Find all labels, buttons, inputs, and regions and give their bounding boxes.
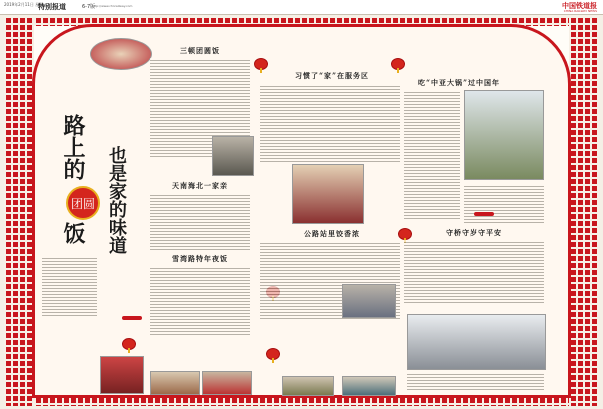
article-4 bbox=[266, 71, 398, 81]
article-6-body-2 bbox=[464, 184, 544, 224]
reunion-table-illustration bbox=[90, 38, 152, 70]
photo-bridge-guards bbox=[407, 314, 546, 370]
lantern-icon bbox=[254, 58, 268, 70]
article-2 bbox=[154, 181, 246, 191]
page-range: 6-7版 bbox=[82, 4, 96, 10]
photo-dumplings bbox=[342, 284, 396, 318]
lead-text-column bbox=[42, 256, 97, 318]
photo-staff-row bbox=[282, 376, 334, 396]
article-4-title: 习惯了“家”在服务区 bbox=[294, 71, 370, 80]
article-3-body bbox=[150, 266, 250, 336]
article-7-title: 守桥守岁守平安 bbox=[446, 228, 502, 237]
newspaper-logo-en: CHINA RAILWAY NEWS bbox=[563, 9, 597, 13]
masthead bbox=[0, 0, 603, 15]
article-7 bbox=[424, 228, 524, 238]
article-6-body bbox=[404, 90, 460, 220]
article-5 bbox=[266, 229, 398, 239]
headline-seal: 团圆 bbox=[66, 186, 100, 220]
article-4-body bbox=[260, 84, 400, 162]
photo-service-area-group bbox=[292, 164, 364, 224]
headline-part-a: 路上的 bbox=[60, 114, 86, 180]
lantern-icon bbox=[122, 338, 136, 350]
issue-date: 2019年2月11日 星期一 bbox=[4, 2, 48, 7]
photo-caption-bridge bbox=[407, 372, 544, 390]
red-ornament bbox=[474, 212, 494, 216]
red-ornament bbox=[122, 316, 142, 320]
page-spread bbox=[4, 16, 599, 406]
photo-article-3b bbox=[202, 371, 252, 395]
lantern-icon bbox=[398, 228, 412, 240]
photo-article-3a bbox=[150, 371, 200, 395]
article-3-title: 雪湾路特年夜饭 bbox=[172, 254, 228, 263]
right-lattice-border bbox=[569, 16, 599, 406]
article-3 bbox=[154, 254, 246, 264]
photo-central-asia-kitchen bbox=[464, 90, 544, 180]
article-6-title: 吃“中亚大锅”过中国年 bbox=[417, 78, 501, 87]
article-5-title: 公路站里饺香浓 bbox=[304, 229, 360, 238]
website-url[interactable]: http://www.chnrailway.com bbox=[92, 4, 133, 8]
lantern-icon bbox=[266, 348, 280, 360]
article-1-title: 三顿团圆饭 bbox=[180, 46, 220, 55]
section-title: 特别报道 bbox=[38, 3, 66, 11]
article-2-title: 天南海北一家亲 bbox=[172, 181, 228, 190]
photo-child-in-red bbox=[100, 356, 144, 394]
photo-article-1 bbox=[212, 136, 254, 176]
article-7-body bbox=[404, 240, 544, 304]
article-1 bbox=[154, 46, 246, 56]
article-6 bbox=[404, 78, 514, 88]
left-lattice-border bbox=[4, 16, 34, 406]
newspaper-logo: 中国铁道报 bbox=[562, 1, 597, 10]
article-2-body bbox=[150, 193, 250, 251]
headline-part-c: 也是家的味道 bbox=[106, 146, 127, 254]
lantern-icon bbox=[391, 58, 405, 70]
photo-workers bbox=[342, 376, 396, 396]
headline-part-b: 饭 bbox=[60, 222, 86, 244]
